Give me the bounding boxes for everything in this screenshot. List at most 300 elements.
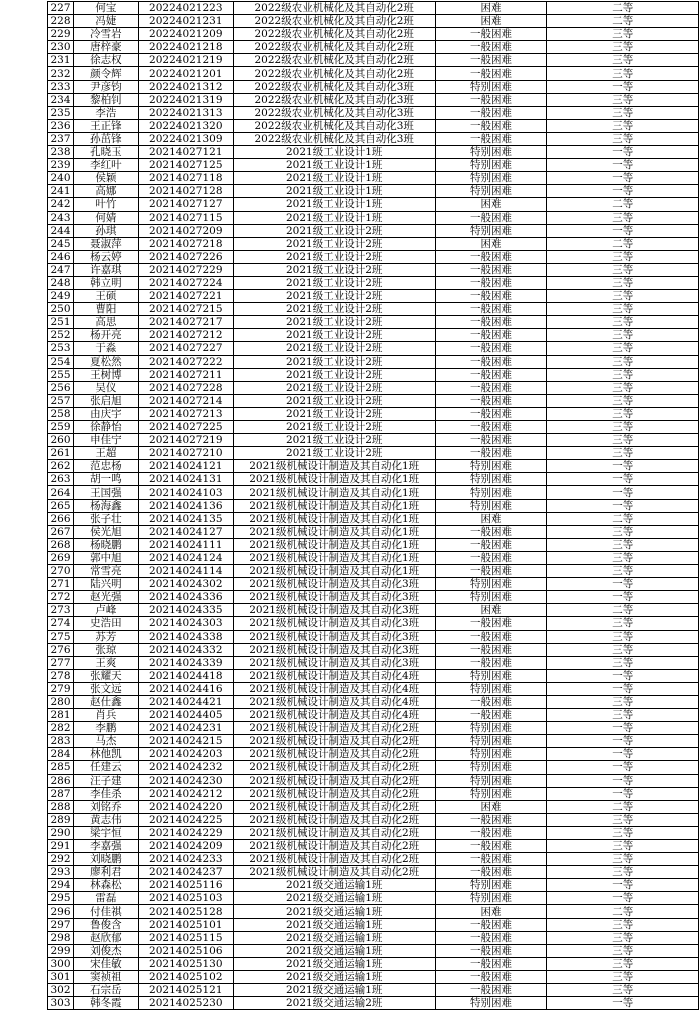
student-name: 高思 <box>73 316 138 329</box>
difficulty-level: 一般困难 <box>435 290 547 303</box>
student-id: 20214024418 <box>138 669 233 682</box>
student-name: 肖兵 <box>73 709 138 722</box>
grant-grade: 三等 <box>547 957 699 970</box>
class-name: 2021级机械设计制造及其自动化2班 <box>233 826 435 839</box>
class-name: 2021级工业设计1班 <box>233 185 435 198</box>
difficulty-level: 一般困难 <box>435 853 547 866</box>
class-name: 2021级工业设计2班 <box>233 355 435 368</box>
row-number: 257 <box>48 394 74 407</box>
grant-grade: 三等 <box>547 434 699 447</box>
table-row <box>48 813 699 826</box>
student-name: 吴仪 <box>73 381 138 394</box>
difficulty-level: 一般困难 <box>435 918 547 931</box>
difficulty-level: 困难 <box>435 512 547 525</box>
grant-grade: 二等 <box>547 905 699 918</box>
table-row <box>48 735 699 748</box>
class-name: 2022级农业机械化及其自动化2班 <box>233 28 435 41</box>
student-id: 20214024209 <box>138 840 233 853</box>
table-row <box>48 28 699 41</box>
grant-grade: 一等 <box>547 224 699 237</box>
table-row <box>48 80 699 93</box>
class-name: 2021级工业设计2班 <box>233 447 435 460</box>
table-row <box>48 172 699 185</box>
table-row <box>48 329 699 342</box>
grant-grade: 三等 <box>547 41 699 54</box>
table-row <box>48 551 699 564</box>
grant-grade: 一等 <box>547 591 699 604</box>
student-id: 20214024114 <box>138 565 233 578</box>
student-id: 20224021313 <box>138 106 233 119</box>
grant-grade: 一等 <box>547 892 699 905</box>
student-id: 20214024335 <box>138 604 233 617</box>
row-number: 229 <box>48 28 74 41</box>
difficulty-level: 一般困难 <box>435 250 547 263</box>
class-name: 2021级机械设计制造及其自动化2班 <box>233 748 435 761</box>
row-number: 255 <box>48 368 74 381</box>
grant-grade: 三等 <box>547 538 699 551</box>
class-name: 2021级工业设计2班 <box>233 381 435 394</box>
student-id: 20214024212 <box>138 787 233 800</box>
grant-grade: 三等 <box>547 342 699 355</box>
row-number: 239 <box>48 159 74 172</box>
table-row <box>48 316 699 329</box>
student-id: 20214024136 <box>138 499 233 512</box>
table-row <box>48 800 699 813</box>
grant-grade: 三等 <box>547 447 699 460</box>
row-number: 230 <box>48 41 74 54</box>
grant-grade: 一等 <box>547 787 699 800</box>
difficulty-level: 一般困难 <box>435 329 547 342</box>
student-aid-table <box>47 1 699 1010</box>
student-name: 汪子建 <box>73 774 138 787</box>
student-name: 史浩田 <box>73 617 138 630</box>
row-number: 244 <box>48 224 74 237</box>
student-id: 20214027217 <box>138 316 233 329</box>
difficulty-level: 一般困难 <box>435 525 547 538</box>
difficulty-level: 困难 <box>435 237 547 250</box>
difficulty-level: 特别困难 <box>435 224 547 237</box>
row-number: 245 <box>48 237 74 250</box>
table-row <box>48 669 699 682</box>
student-id: 20214024229 <box>138 826 233 839</box>
grant-grade: 三等 <box>547 931 699 944</box>
grant-grade: 一等 <box>547 735 699 748</box>
student-name: 刘俊杰 <box>73 944 138 957</box>
student-name: 孙琪 <box>73 224 138 237</box>
student-id: 20214027219 <box>138 434 233 447</box>
table-row <box>48 473 699 486</box>
difficulty-level: 特别困难 <box>435 499 547 512</box>
table-row <box>48 434 699 447</box>
table-row <box>48 931 699 944</box>
row-number: 254 <box>48 355 74 368</box>
row-number: 249 <box>48 290 74 303</box>
table-row <box>48 617 699 630</box>
table-row <box>48 682 699 695</box>
difficulty-level: 特别困难 <box>435 722 547 735</box>
class-name: 2021级工业设计2班 <box>233 407 435 420</box>
class-name: 2021级机械设计制造及其自动化1班 <box>233 473 435 486</box>
student-name: 于淼 <box>73 342 138 355</box>
grant-grade: 三等 <box>547 119 699 132</box>
difficulty-level: 特别困难 <box>435 159 547 172</box>
student-id: 20224021209 <box>138 28 233 41</box>
class-name: 2021级交通运输1班 <box>233 957 435 970</box>
table-row <box>48 460 699 473</box>
student-id: 20214027226 <box>138 250 233 263</box>
grant-grade: 三等 <box>547 276 699 289</box>
row-number: 261 <box>48 447 74 460</box>
difficulty-level: 一般困难 <box>435 211 547 224</box>
table-row <box>48 538 699 551</box>
row-number: 287 <box>48 787 74 800</box>
student-id: 20214024127 <box>138 525 233 538</box>
row-number: 234 <box>48 93 74 106</box>
grant-grade: 三等 <box>547 28 699 41</box>
row-number: 273 <box>48 604 74 617</box>
class-name: 2021级工业设计1班 <box>233 146 435 159</box>
table-row <box>48 407 699 420</box>
row-number: 291 <box>48 840 74 853</box>
difficulty-level: 一般困难 <box>435 303 547 316</box>
class-name: 2022级农业机械化及其自动化3班 <box>233 80 435 93</box>
difficulty-level: 特别困难 <box>435 682 547 695</box>
table-row <box>48 185 699 198</box>
student-id: 20214027210 <box>138 447 233 460</box>
grant-grade: 三等 <box>547 355 699 368</box>
student-name: 宋佳敏 <box>73 957 138 970</box>
class-name: 2022级农业机械化及其自动化3班 <box>233 132 435 145</box>
difficulty-level: 一般困难 <box>435 342 547 355</box>
class-name: 2021级工业设计2班 <box>233 290 435 303</box>
table-row <box>48 303 699 316</box>
row-number: 233 <box>48 80 74 93</box>
difficulty-level: 困难 <box>435 604 547 617</box>
difficulty-level: 一般困难 <box>435 355 547 368</box>
grant-grade: 一等 <box>547 774 699 787</box>
table-row <box>48 918 699 931</box>
class-name: 2021级机械设计制造及其自动化1班 <box>233 538 435 551</box>
grant-grade: 三等 <box>547 565 699 578</box>
table-row <box>48 211 699 224</box>
row-number: 285 <box>48 761 74 774</box>
table-row <box>48 67 699 80</box>
difficulty-level: 一般困难 <box>435 276 547 289</box>
table-row <box>48 421 699 434</box>
table-row <box>48 224 699 237</box>
student-id: 20214024302 <box>138 578 233 591</box>
class-name: 2022级农业机械化及其自动化2班 <box>233 15 435 28</box>
class-name: 2021级机械设计制造及其自动化1班 <box>233 565 435 578</box>
student-id: 20214027228 <box>138 381 233 394</box>
student-id: 20214024233 <box>138 853 233 866</box>
class-name: 2021级交通运输1班 <box>233 918 435 931</box>
table-row <box>48 342 699 355</box>
table-body <box>48 2 699 1010</box>
student-name: 林森松 <box>73 879 138 892</box>
student-id: 20224021218 <box>138 41 233 54</box>
class-name: 2021级机械设计制造及其自动化3班 <box>233 630 435 643</box>
row-number: 231 <box>48 54 74 67</box>
grant-grade: 三等 <box>547 67 699 80</box>
class-name: 2021级工业设计2班 <box>233 342 435 355</box>
student-id: 20214025102 <box>138 970 233 983</box>
student-name: 杨晓鹏 <box>73 538 138 551</box>
class-name: 2021级机械设计制造及其自动化4班 <box>233 682 435 695</box>
student-id: 20214024203 <box>138 748 233 761</box>
grant-grade: 一等 <box>547 669 699 682</box>
difficulty-level: 一般困难 <box>435 695 547 708</box>
student-id: 20214025121 <box>138 984 233 997</box>
table-row <box>48 565 699 578</box>
class-name: 2022级农业机械化及其自动化2班 <box>233 2 435 15</box>
row-number: 301 <box>48 970 74 983</box>
student-name: 张子壮 <box>73 512 138 525</box>
difficulty-level: 困难 <box>435 2 547 15</box>
student-name: 李佳杀 <box>73 787 138 800</box>
difficulty-level: 特别困难 <box>435 879 547 892</box>
table-row <box>48 905 699 918</box>
student-id: 20214027127 <box>138 198 233 211</box>
grant-grade: 三等 <box>547 263 699 276</box>
student-id: 20224021320 <box>138 119 233 132</box>
row-number: 270 <box>48 565 74 578</box>
difficulty-level: 一般困难 <box>435 643 547 656</box>
row-number: 250 <box>48 303 74 316</box>
student-name: 任建云 <box>73 761 138 774</box>
class-name: 2022级农业机械化及其自动化3班 <box>233 93 435 106</box>
row-number: 236 <box>48 119 74 132</box>
student-id: 20214025130 <box>138 957 233 970</box>
student-id: 20214024416 <box>138 682 233 695</box>
row-number: 240 <box>48 172 74 185</box>
student-name: 卢峰 <box>73 604 138 617</box>
row-number: 251 <box>48 316 74 329</box>
student-name: 申佳宁 <box>73 434 138 447</box>
difficulty-level: 一般困难 <box>435 970 547 983</box>
student-name: 夏松然 <box>73 355 138 368</box>
row-number: 263 <box>48 473 74 486</box>
difficulty-level: 特别困难 <box>435 787 547 800</box>
row-number: 253 <box>48 342 74 355</box>
student-id: 20214027218 <box>138 237 233 250</box>
student-name: 由庆宇 <box>73 407 138 420</box>
student-name: 高娜 <box>73 185 138 198</box>
student-id: 20214025116 <box>138 879 233 892</box>
difficulty-level: 一般困难 <box>435 931 547 944</box>
student-name: 孙茁锋 <box>73 132 138 145</box>
difficulty-level: 一般困难 <box>435 407 547 420</box>
difficulty-level: 一般困难 <box>435 813 547 826</box>
table-row <box>48 957 699 970</box>
student-id: 20214024135 <box>138 512 233 525</box>
row-number: 283 <box>48 735 74 748</box>
table-row <box>48 486 699 499</box>
grant-grade: 三等 <box>547 368 699 381</box>
grant-grade: 一等 <box>547 146 699 159</box>
class-name: 2021级机械设计制造及其自动化4班 <box>233 709 435 722</box>
grant-grade: 三等 <box>547 421 699 434</box>
row-number: 292 <box>48 853 74 866</box>
row-number: 242 <box>48 198 74 211</box>
student-id: 20214024231 <box>138 722 233 735</box>
grant-grade: 三等 <box>547 944 699 957</box>
class-name: 2021级机械设计制造及其自动化2班 <box>233 787 435 800</box>
table-row <box>48 381 699 394</box>
class-name: 2021级工业设计2班 <box>233 237 435 250</box>
table-row <box>48 604 699 617</box>
row-number: 278 <box>48 669 74 682</box>
student-name: 赵仕鑫 <box>73 695 138 708</box>
student-id: 20224021223 <box>138 2 233 15</box>
student-name: 窦祯祖 <box>73 970 138 983</box>
row-number: 268 <box>48 538 74 551</box>
difficulty-level: 困难 <box>435 198 547 211</box>
class-name: 2022级农业机械化及其自动化3班 <box>233 119 435 132</box>
grant-grade: 二等 <box>547 237 699 250</box>
student-name: 石宗岳 <box>73 984 138 997</box>
row-number: 277 <box>48 656 74 669</box>
class-name: 2021级机械设计制造及其自动化2班 <box>233 813 435 826</box>
student-id: 20214027211 <box>138 368 233 381</box>
difficulty-level: 困难 <box>435 800 547 813</box>
student-name: 刘铭乔 <box>73 800 138 813</box>
row-number: 260 <box>48 434 74 447</box>
row-number: 232 <box>48 67 74 80</box>
student-name: 许嘉琪 <box>73 263 138 276</box>
difficulty-level: 特别困难 <box>435 185 547 198</box>
difficulty-level: 一般困难 <box>435 93 547 106</box>
grant-grade: 三等 <box>547 853 699 866</box>
student-name: 赵光强 <box>73 591 138 604</box>
table-row <box>48 578 699 591</box>
student-name: 黎柏钊 <box>73 93 138 106</box>
table-row <box>48 722 699 735</box>
row-number: 290 <box>48 826 74 839</box>
row-number: 303 <box>48 997 74 1010</box>
table-row <box>48 447 699 460</box>
grant-grade: 三等 <box>547 984 699 997</box>
difficulty-level: 特别困难 <box>435 997 547 1010</box>
student-name: 郭中旭 <box>73 551 138 564</box>
difficulty-level: 一般困难 <box>435 394 547 407</box>
table-row <box>48 198 699 211</box>
grant-grade: 三等 <box>547 316 699 329</box>
difficulty-level: 一般困难 <box>435 434 547 447</box>
class-name: 2021级机械设计制造及其自动化2班 <box>233 800 435 813</box>
table-row <box>48 643 699 656</box>
row-number: 252 <box>48 329 74 342</box>
table-row <box>48 2 699 15</box>
table-row <box>48 394 699 407</box>
class-name: 2021级机械设计制造及其自动化4班 <box>233 669 435 682</box>
grant-grade: 三等 <box>547 250 699 263</box>
table-row <box>48 106 699 119</box>
grant-grade: 二等 <box>547 512 699 525</box>
row-number: 272 <box>48 591 74 604</box>
grant-grade: 三等 <box>547 106 699 119</box>
student-id: 20214027225 <box>138 421 233 434</box>
student-name: 颜令辉 <box>73 67 138 80</box>
row-number: 247 <box>48 263 74 276</box>
grant-grade: 三等 <box>547 290 699 303</box>
grant-grade: 三等 <box>547 866 699 879</box>
class-name: 2021级工业设计1班 <box>233 211 435 224</box>
difficulty-level: 一般困难 <box>435 54 547 67</box>
grant-grade: 一等 <box>547 682 699 695</box>
student-id: 20214027214 <box>138 394 233 407</box>
student-id: 20214027118 <box>138 172 233 185</box>
student-id: 20214024336 <box>138 591 233 604</box>
row-number: 266 <box>48 512 74 525</box>
class-name: 2021级机械设计制造及其自动化2班 <box>233 866 435 879</box>
class-name: 2021级交通运输1班 <box>233 879 435 892</box>
class-name: 2022级农业机械化及其自动化3班 <box>233 106 435 119</box>
grant-grade: 二等 <box>547 604 699 617</box>
student-name: 王正锋 <box>73 119 138 132</box>
student-name: 王超 <box>73 447 138 460</box>
class-name: 2021级交通运输1班 <box>233 892 435 905</box>
student-id: 20214025106 <box>138 944 233 957</box>
student-id: 20214027121 <box>138 146 233 159</box>
student-name: 徐静怡 <box>73 421 138 434</box>
table-row <box>48 159 699 172</box>
student-id: 20214025101 <box>138 918 233 931</box>
class-name: 2022级农业机械化及其自动化2班 <box>233 54 435 67</box>
difficulty-level: 特别困难 <box>435 774 547 787</box>
student-name: 张琼 <box>73 643 138 656</box>
student-id: 20214024131 <box>138 473 233 486</box>
student-id: 20214024103 <box>138 486 233 499</box>
row-number: 267 <box>48 525 74 538</box>
row-number: 275 <box>48 630 74 643</box>
table-row <box>48 709 699 722</box>
class-name: 2021级工业设计2班 <box>233 250 435 263</box>
table-row <box>48 748 699 761</box>
table-row <box>48 853 699 866</box>
difficulty-level: 一般困难 <box>435 447 547 460</box>
grant-grade: 三等 <box>547 132 699 145</box>
row-number: 227 <box>48 2 74 15</box>
class-name: 2021级工业设计2班 <box>233 276 435 289</box>
student-name: 王硕 <box>73 290 138 303</box>
student-id: 20214024230 <box>138 774 233 787</box>
student-id: 20214027222 <box>138 355 233 368</box>
difficulty-level: 一般困难 <box>435 263 547 276</box>
row-number: 271 <box>48 578 74 591</box>
student-id: 20214025128 <box>138 905 233 918</box>
class-name: 2021级机械设计制造及其自动化2班 <box>233 722 435 735</box>
student-name: 李浩 <box>73 106 138 119</box>
student-id: 20214024124 <box>138 551 233 564</box>
class-name: 2021级机械设计制造及其自动化3班 <box>233 643 435 656</box>
class-name: 2021级交通运输1班 <box>233 931 435 944</box>
grant-grade: 一等 <box>547 879 699 892</box>
difficulty-level: 特别困难 <box>435 748 547 761</box>
difficulty-level: 一般困难 <box>435 656 547 669</box>
grant-grade: 三等 <box>547 407 699 420</box>
grant-grade: 一等 <box>547 80 699 93</box>
student-name: 胡一鸣 <box>73 473 138 486</box>
row-number: 243 <box>48 211 74 224</box>
class-name: 2021级工业设计1班 <box>233 159 435 172</box>
student-name: 张启旭 <box>73 394 138 407</box>
student-name: 侯颖 <box>73 172 138 185</box>
student-name: 张耀天 <box>73 669 138 682</box>
row-number: 299 <box>48 944 74 957</box>
grant-grade: 三等 <box>547 93 699 106</box>
grant-grade: 三等 <box>547 970 699 983</box>
